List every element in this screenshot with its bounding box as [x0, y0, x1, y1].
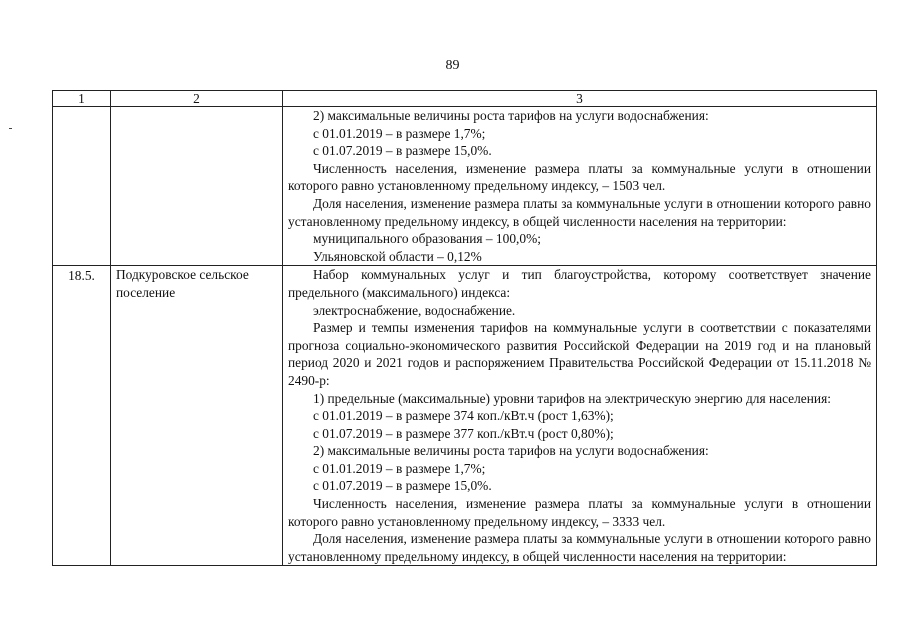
- paragraph: 1) предельные (максимальные) уровни тарифов на электрическую энергию для населения:: [313, 390, 831, 406]
- paragraph: электроснабжение, водоснабжение.: [313, 302, 516, 318]
- row-number: 18.5.: [53, 266, 111, 566]
- paragraph: муниципального образования – 100,0%;: [313, 231, 541, 247]
- row-details: [283, 107, 877, 266]
- paragraph: с 01.07.2019 – в размере 15,0%.: [313, 478, 492, 494]
- paragraph: с 01.01.2019 – в размере 1,7%;: [313, 125, 486, 141]
- paragraph: Численность населения, изменение размера платы за коммунальные услуги в отношении которого равно установленному предельному индексу, – 1503 чел.: [288, 160, 871, 194]
- paragraph: Доля населения, изменение размера платы за коммунальные услуги в отношении которого равно установленному предельному индексу, в общей численности населения на территории:: [288, 531, 871, 564]
- scan-mark: [9, 128, 12, 129]
- header-col-2: 2: [111, 91, 283, 107]
- row-number: [53, 107, 111, 266]
- paragraph: с 01.01.2019 – в размере 1,7%;: [313, 460, 486, 476]
- table-row: [53, 266, 877, 566]
- paragraph: Доля населения, изменение размера платы за коммунальные услуги в отношении которого равно установленному предельному индексу, в общей численности населения на территории:: [288, 195, 871, 229]
- paragraph: Набор коммунальных услуг и тип благоустройства, которому соответствует значение предельного (максимального) индекса:: [288, 267, 871, 300]
- tariff-table: [52, 90, 877, 566]
- header-col-1: 1: [53, 91, 111, 107]
- settlement-name: [111, 107, 283, 266]
- table-header-row: [53, 91, 877, 107]
- page-number: 89: [445, 58, 460, 73]
- paragraph: 2) максимальные величины роста тарифов на услуги водоснабжения:: [313, 108, 709, 123]
- table-row: [53, 107, 877, 266]
- row-details: [283, 266, 877, 566]
- paragraph: Ульяновской области – 0,12%: [313, 248, 482, 264]
- paragraph: Размер и темпы изменения тарифов на коммунальные услуги в соответствии с показателями прогноза социально-экономического развития Российской Федерации на 2019 год и на плановый период 2020 и 2021 годов и распоряжением Правительства Российской Федерации от 15.11.2018 № 2490-р:: [288, 320, 871, 388]
- settlement-name: Подкуровское сельское поселение: [111, 266, 283, 566]
- paragraph: с 01.07.2019 – в размере 15,0%.: [313, 143, 492, 159]
- paragraph: с 01.01.2019 – в размере 374 коп./кВт.ч (рост 1,63%);: [313, 408, 614, 424]
- paragraph: с 01.07.2019 – в размере 377 коп./кВт.ч (рост 0,80%);: [313, 425, 614, 441]
- paragraph: Численность населения, изменение размера платы за коммунальные услуги в отношении которого равно установленному предельному индексу, – 3333 чел.: [288, 496, 871, 529]
- header-col-3: 3: [283, 91, 877, 107]
- paragraph: 2) максимальные величины роста тарифов на услуги водоснабжения:: [313, 443, 709, 459]
